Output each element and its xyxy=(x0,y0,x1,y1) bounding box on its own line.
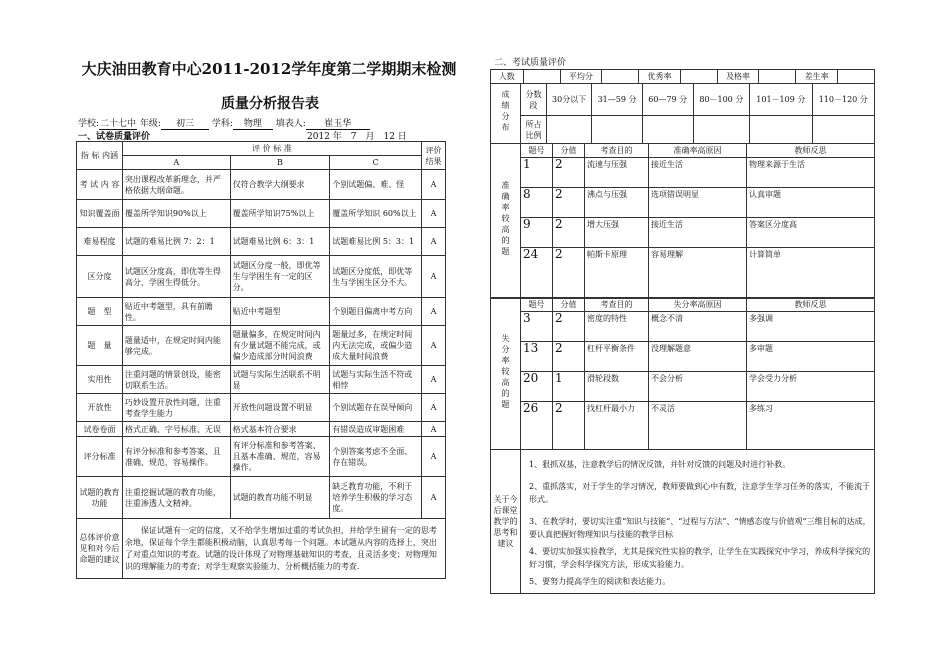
table-row xyxy=(491,158,875,188)
acc-reason: 接近生活 xyxy=(649,218,747,248)
score-summary-table xyxy=(490,69,875,84)
cell-b: 格式基本符合要求 xyxy=(230,422,330,437)
cell-a: 试题区分度高，即优等生得高分，学困生得低分。 xyxy=(122,256,230,298)
fail-purpose: 找杠杆最小力 xyxy=(585,402,649,450)
acc-reflect: 答案区分度高 xyxy=(747,218,875,248)
fail-score: 1 xyxy=(553,372,585,402)
subject-label: 学科: xyxy=(211,119,233,129)
table-row xyxy=(77,228,446,256)
acc-h-no: 题号 xyxy=(521,144,553,158)
cell-b: 覆盖所学知识75%以上 xyxy=(230,200,330,228)
cell-result: A xyxy=(422,298,446,326)
ratio-label: 所占比例 xyxy=(521,116,547,144)
cell-a: 注重问题的情景创设，能密切联系生活。 xyxy=(122,366,230,394)
acc-h-purpose: 考查目的 xyxy=(585,144,649,158)
cell-c: 个别答案考虑不全面、存在错误。 xyxy=(330,437,422,477)
summary-label: 总体评价意见和对今后命题的建议 xyxy=(77,519,123,579)
ratio-cell xyxy=(750,116,812,144)
row-label: 试题的教育功能 xyxy=(77,477,123,519)
cell-a: 格式正确、字号标准、无误 xyxy=(122,422,230,437)
suggestion-table xyxy=(490,449,875,594)
fail-reason: 不会分析 xyxy=(649,372,747,402)
cell-c: 题量过多，在规定时间内无法完成，或偏少造成大量时间浪费 xyxy=(330,326,422,366)
score-band-label: 分数段 xyxy=(521,84,547,116)
cell-c: 试题区分度低，即优等生与学困生区分不大。 xyxy=(330,256,422,298)
table-row xyxy=(77,477,446,519)
table-row xyxy=(77,298,446,326)
acc-purpose: 帕斯卡原理 xyxy=(585,248,649,299)
fail-purpose: 杠杆平衡条件 xyxy=(585,342,649,372)
table-row xyxy=(77,422,446,437)
fail-reason: 不灵活 xyxy=(649,402,747,450)
fail-reflect: 学会受力分析 xyxy=(747,372,875,402)
cell-c: 个别题目偏离中考方向 xyxy=(330,298,422,326)
band-cell: 60—79 分 xyxy=(642,84,693,116)
fail-no: 20 xyxy=(521,372,553,402)
school-label: 学校: xyxy=(78,119,100,129)
cell-c: 有错误造成审题困难 xyxy=(330,422,422,437)
cell-result: A xyxy=(422,326,446,366)
cell-a: 题量适中，在规定时间内能够完成。 xyxy=(122,326,230,366)
cell-a: 巧妙设置开放性问题，注重考查学生能力 xyxy=(122,394,230,422)
cell-c: 个别试题偏、难、怪 xyxy=(330,170,422,200)
table-row xyxy=(77,170,446,200)
cell-result: A xyxy=(422,422,446,437)
acc-h-reason: 准确率高原因 xyxy=(649,144,747,158)
acc-reason: 容易理解 xyxy=(649,248,747,299)
suggest-item: 4、要切实加强实验教学，尤其是探究性实验的教学，让学生在实践探究中学习，养成科学探究的好习惯，学会科学探究方法，形成实验能力。 xyxy=(529,547,871,569)
fail-purpose: 滑轮段数 xyxy=(585,372,649,402)
acc-reason: 接近生活 xyxy=(649,158,747,188)
acc-reflect: 计算简单 xyxy=(747,248,875,299)
cell-result: A xyxy=(422,170,446,200)
cell-c: 缺乏教育功能，不利于培养学生积极的学习态度。 xyxy=(330,477,422,519)
acc-no: 9 xyxy=(521,218,553,248)
row-label: 开放性 xyxy=(77,394,123,422)
fail-h-no: 题号 xyxy=(521,298,553,312)
table-row xyxy=(491,218,875,248)
cell-b: 题量偏多，在规定时间内有少量试题不能完成，或偏少造成部分时间浪费 xyxy=(230,326,330,366)
table-row xyxy=(77,326,446,366)
acc-h-score: 分值 xyxy=(553,144,585,158)
excellent-label: 优秀率 xyxy=(639,70,681,84)
fail-no: 3 xyxy=(521,312,553,342)
row-label: 考 试 内 容 xyxy=(77,170,123,200)
subject-value: 物理 xyxy=(233,116,273,130)
acc-score: 2 xyxy=(553,158,585,188)
cell-result: A xyxy=(422,477,446,519)
cell-result: A xyxy=(422,437,446,477)
header-a: A xyxy=(122,156,230,170)
poor-label: 差生率 xyxy=(796,70,838,84)
fail-label xyxy=(491,298,521,450)
band-cell: 30分以下 xyxy=(547,84,592,116)
band-cell: 110－120 分 xyxy=(812,84,874,116)
acc-no: 1 xyxy=(521,158,553,188)
header-indicator: 指 标 内涵 xyxy=(77,142,123,170)
fail-reason: 概念不清 xyxy=(649,312,747,342)
info-line xyxy=(78,116,478,130)
dist-label-text: 成绩分布 xyxy=(501,90,510,134)
fail-score: 2 xyxy=(553,402,585,450)
acc-score: 2 xyxy=(553,248,585,299)
acc-reflect: 物理来源于生活 xyxy=(747,158,875,188)
accuracy-table xyxy=(490,143,875,299)
cell-b: 试题难易比例 6：3：1 xyxy=(230,228,330,256)
score-distribution-table xyxy=(490,83,875,144)
acc-h-reflect: 教师反思 xyxy=(747,144,875,158)
cell-c: 试题难易比例 5：3：1 xyxy=(330,228,422,256)
fail-score: 2 xyxy=(553,342,585,372)
suggest-label: 关于今后课堂教学的思考和建议 xyxy=(491,450,521,594)
ratio-cell xyxy=(693,116,750,144)
summary-text: 保证试题有一定的信度，又不给学生增加过重的考试负担，并给学生留有一定的思考余地，保证每个学生都能积极动脑，认真思考每一个问题。本试题从内容的选择上，突出了对重点知识的考查。试题的设计体现了对物理基础知识的考查，且灵活多变；对物理知识的理解能力的考查；对学生观察实验能力、分析概括能力的考查. xyxy=(122,519,445,579)
acc-purpose: 流速与压强 xyxy=(585,158,649,188)
fail-h-reason: 失分率高原因 xyxy=(649,298,747,312)
acc-label-text: 准确率较高的题 xyxy=(501,181,510,258)
fail-reflect: 多练习 xyxy=(747,402,875,450)
fail-score: 2 xyxy=(553,312,585,342)
report-date: 2012 年 7 月 12 日 xyxy=(307,132,407,142)
cell-a: 覆盖所学知识90%以上 xyxy=(122,200,230,228)
section2-heading: 二、考试质量评价 xyxy=(494,58,567,68)
fail-no: 13 xyxy=(521,342,553,372)
cell-c: 试题与实际生活不符或相悖 xyxy=(330,366,422,394)
cell-a: 试题的难易比例 7：2：1 xyxy=(122,228,230,256)
table-row xyxy=(77,256,446,298)
cell-result: A xyxy=(422,256,446,298)
cell-a: 突出课程改革新理念，并严格依据大纲命题。 xyxy=(122,170,230,200)
acc-purpose: 增大压强 xyxy=(585,218,649,248)
people-value xyxy=(523,70,560,84)
band-cell: 101－109 分 xyxy=(750,84,812,116)
acc-no: 24 xyxy=(521,248,553,299)
fail-no: 26 xyxy=(521,402,553,450)
table-row xyxy=(491,248,875,299)
table-row xyxy=(77,366,446,394)
exam-quality-table xyxy=(76,141,446,579)
cell-a: 贴近中考题型，具有前瞻性。 xyxy=(122,298,230,326)
suggest-body xyxy=(521,450,875,594)
row-label: 实用性 xyxy=(77,366,123,394)
cell-a: 注重挖掘试题的教育功能，注重渗透人文精神。 xyxy=(122,477,230,519)
fail-purpose: 密度的特性 xyxy=(585,312,649,342)
grade-value: 初三 xyxy=(161,116,209,130)
table-row xyxy=(77,437,446,477)
acc-score: 2 xyxy=(553,188,585,218)
school-value: 二十七中 xyxy=(99,116,137,130)
table-row xyxy=(491,188,875,218)
header-result: 评价结果 xyxy=(422,142,446,170)
cell-result: A xyxy=(422,200,446,228)
fail-label-text: 失分率较高的题 xyxy=(501,333,510,411)
acc-purpose: 沸点与压强 xyxy=(585,188,649,218)
section1-heading: 一、试卷质量评价 xyxy=(78,132,151,142)
document-subtitle: 质量分析报告表 xyxy=(221,96,319,112)
fail-reflect: 多强调 xyxy=(747,312,875,342)
row-label: 评分标准 xyxy=(77,437,123,477)
table-row xyxy=(491,402,875,450)
document-title: 大庆油田教育中心2011-2012学年度第二学期期末检测 xyxy=(81,60,457,78)
fail-h-purpose: 考查目的 xyxy=(585,298,649,312)
poor-value xyxy=(837,70,874,84)
cell-b: 贴近中考题型 xyxy=(230,298,330,326)
cell-b: 试题区分度一般，即优等生与学困生有一定的区分。 xyxy=(230,256,330,298)
table-row xyxy=(491,342,875,372)
band-cell: 80－100 分 xyxy=(693,84,750,116)
cell-result: A xyxy=(422,228,446,256)
row-label: 区分度 xyxy=(77,256,123,298)
filler-value: 崔玉华 xyxy=(306,116,370,130)
header-b: B xyxy=(230,156,330,170)
suggest-item: 2、重抓落实，对于学生的学习情况，教师要做到心中有数，注意学生学习任务的落实，不能流于形式。 xyxy=(529,482,871,504)
dist-label xyxy=(491,84,521,144)
acc-score: 2 xyxy=(553,218,585,248)
cell-c: 覆盖所学知识 60%以上 xyxy=(330,200,422,228)
row-label: 题 型 xyxy=(77,298,123,326)
ratio-cell xyxy=(812,116,874,144)
avg-label: 平均分 xyxy=(560,70,602,84)
cell-a: 有评分标准和参考答案、且准确、规范，容易操作。 xyxy=(122,437,230,477)
acc-reflect: 认真审题 xyxy=(747,188,875,218)
cell-b: 仅符合教学大纲要求 xyxy=(230,170,330,200)
table-row xyxy=(491,372,875,402)
table-row xyxy=(77,394,446,422)
fail-reason: 没理解题意 xyxy=(649,342,747,372)
fail-table xyxy=(490,297,875,450)
cell-c: 个别试题存在误导倾向 xyxy=(330,394,422,422)
fail-h-reflect: 教师反思 xyxy=(747,298,875,312)
acc-reason: 选项错误明显 xyxy=(649,188,747,218)
table-row xyxy=(491,312,875,342)
avg-value xyxy=(602,70,639,84)
cell-result: A xyxy=(422,394,446,422)
cell-b: 试题与实际生活联系不明显 xyxy=(230,366,330,394)
pass-value xyxy=(759,70,796,84)
cell-b: 开放性问题设置不明显 xyxy=(230,394,330,422)
fail-reflect: 多审题 xyxy=(747,342,875,372)
grade-label: 年级: xyxy=(139,119,161,129)
cell-b: 有评分标准和参考答案、且基本准确、规范，容易操作。 xyxy=(230,437,330,477)
pass-label: 及格率 xyxy=(717,70,759,84)
row-label: 难易程度 xyxy=(77,228,123,256)
fail-h-score: 分值 xyxy=(553,298,585,312)
band-cell: 31—59 分 xyxy=(592,84,643,116)
suggest-item: 3、在教学时，要切实注重“知识与技能”、“过程与方法”、“情感态度与价值观”三维目标的达成，要认真把握好物理知识与技能的教学目标 xyxy=(529,517,871,539)
acc-label xyxy=(491,144,521,299)
ratio-cell xyxy=(547,116,592,144)
filler-label: 填表人: xyxy=(275,119,306,129)
cell-result: A xyxy=(422,366,446,394)
header-c: C xyxy=(330,156,422,170)
summary-row xyxy=(77,519,446,579)
suggest-item: 5、要努力提高学生的阅读和表达能力。 xyxy=(529,577,671,586)
people-label: 人数 xyxy=(491,70,524,84)
ratio-cell xyxy=(592,116,643,144)
excellent-value xyxy=(680,70,717,84)
header-standard: 评 价 标 准 xyxy=(122,142,421,156)
row-label: 题 量 xyxy=(77,326,123,366)
acc-no: 8 xyxy=(521,188,553,218)
ratio-cell xyxy=(642,116,693,144)
table-row xyxy=(77,200,446,228)
row-label: 知识覆盖面 xyxy=(77,200,123,228)
row-label: 试卷卷面 xyxy=(77,422,123,437)
suggest-item: 1、狠抓双基，注意教学后的情况反馈，并针对反馈的问题及时进行补救。 xyxy=(529,460,791,469)
cell-b: 试题的教育功能不明显 xyxy=(230,477,330,519)
